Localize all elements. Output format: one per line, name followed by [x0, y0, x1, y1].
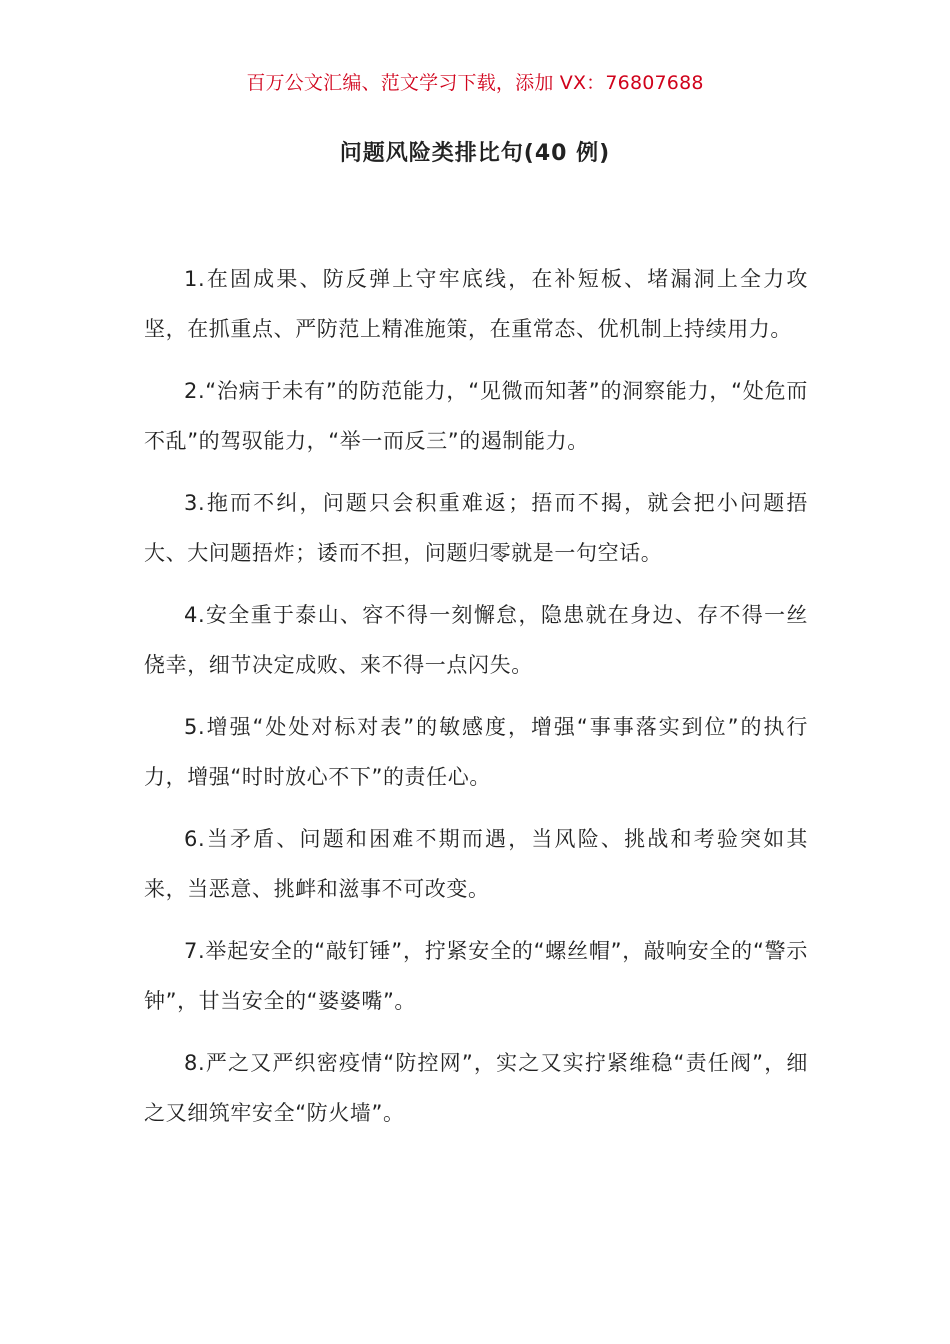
paragraph-8: 8.严之又严织密疫情“防控网”，实之又实拧紧维稳“责任阀”，细之又细筑牢安全“防火墙”。 — [144, 1051, 808, 1125]
paragraph-list — [144, 254, 808, 1150]
header-watermark-note: 百万公文汇编、范文学习下载，添加 VX：76807688 — [246, 72, 704, 94]
paragraph-6: 6.当矛盾、问题和困难不期而遇，当风险、挑战和考验突如其来，当恶意、挑衅和滋事不可改变。 — [144, 827, 808, 901]
paragraph-3: 3.拖而不纠，问题只会积重难返；捂而不揭，就会把小问题捂大、大问题捂炸；诿而不担，问题归零就是一句空话。 — [144, 491, 808, 565]
paragraph-2: 2.“治病于未有”的防范能力，“见微而知著”的洞察能力，“处危而不乱”的驾驭能力，“举一而反三”的遏制能力。 — [144, 379, 808, 453]
paragraph-5: 5.增强“处处对标对表”的敏感度，增强“事事落实到位”的执行力，增强“时时放心不下”的责任心。 — [144, 715, 808, 789]
paragraph-1: 1.在固成果、防反弹上守牢底线，在补短板、堵漏洞上全力攻坚，在抓重点、严防范上精准施策，在重常态、优机制上持续用力。 — [144, 267, 808, 341]
page-title: 问题风险类排比句(40 例) — [339, 141, 611, 166]
paragraph-4: 4.安全重于泰山、容不得一刻懈怠，隐患就在身边、存不得一丝侥幸，细节决定成败、来不得一点闪失。 — [144, 603, 808, 677]
paragraph-7: 7.举起安全的“敲钉锤”，拧紧安全的“螺丝帽”，敲响安全的“警示钟”，甘当安全的“婆婆嘴”。 — [144, 939, 808, 1013]
